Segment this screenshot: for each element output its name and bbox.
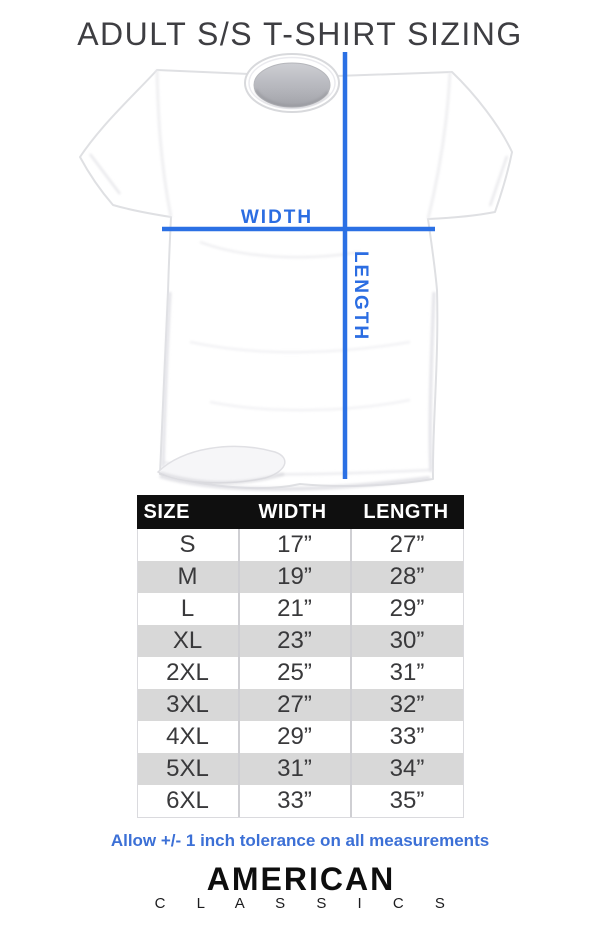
tshirt-graphic (60, 42, 530, 495)
cell-length: 34” (350, 753, 463, 785)
cell-width: 19” (238, 561, 350, 593)
cell-width: 25” (238, 657, 350, 689)
cell-length: 32” (350, 689, 463, 721)
tshirt-body (80, 54, 512, 489)
cell-length: 33” (350, 721, 463, 753)
cell-size: 4XL (166, 723, 209, 750)
cell-length: 28” (350, 561, 463, 593)
brand-name-american: AMERICAN (206, 861, 396, 897)
table-row (138, 593, 463, 625)
cell-size: S (179, 531, 196, 558)
length-label: LENGTH (350, 250, 371, 342)
header-size: SIZE (143, 500, 190, 523)
cell-width: 27” (238, 689, 350, 721)
table-row (138, 689, 463, 721)
cell-length: 27” (350, 529, 463, 561)
table-row (138, 753, 463, 785)
cell-length: 35” (350, 785, 463, 817)
cell-size: 3XL (166, 691, 209, 718)
cell-width: 31” (238, 753, 350, 785)
size-chart-header (137, 495, 464, 529)
table-row (138, 561, 463, 593)
cell-size: 5XL (166, 755, 209, 782)
collar (245, 54, 339, 112)
cell-length: 29” (350, 593, 463, 625)
brand-logo (0, 861, 600, 912)
cell-length: 30” (350, 625, 463, 657)
tshirt-diagram (60, 42, 530, 495)
table-row (138, 625, 463, 657)
brand-name-classics: C L A S S I C S (154, 895, 459, 912)
cell-width: 33” (238, 785, 350, 817)
page-title: ADULT S/S T-SHIRT SIZING (77, 16, 523, 52)
header-width: WIDTH (258, 500, 327, 523)
cell-width: 23” (238, 625, 350, 657)
table-row (138, 721, 463, 753)
cell-size: 6XL (166, 787, 209, 814)
header-length: LENGTH (363, 500, 449, 523)
cell-size: XL (172, 627, 203, 654)
cell-size: 2XL (166, 659, 209, 686)
size-chart (137, 495, 464, 818)
cell-size: L (180, 595, 195, 622)
cell-width: 21” (238, 593, 350, 625)
cell-width: 29” (238, 721, 350, 753)
table-row (138, 657, 463, 689)
size-chart-body (137, 529, 464, 818)
cell-size: M (177, 563, 198, 590)
tolerance-note: Allow +/- 1 inch tolerance on all measurements (110, 831, 490, 850)
table-row (138, 529, 463, 561)
cell-width: 17” (238, 529, 350, 561)
table-row (138, 785, 463, 817)
cell-length: 31” (350, 657, 463, 689)
width-label: WIDTH (240, 207, 314, 228)
